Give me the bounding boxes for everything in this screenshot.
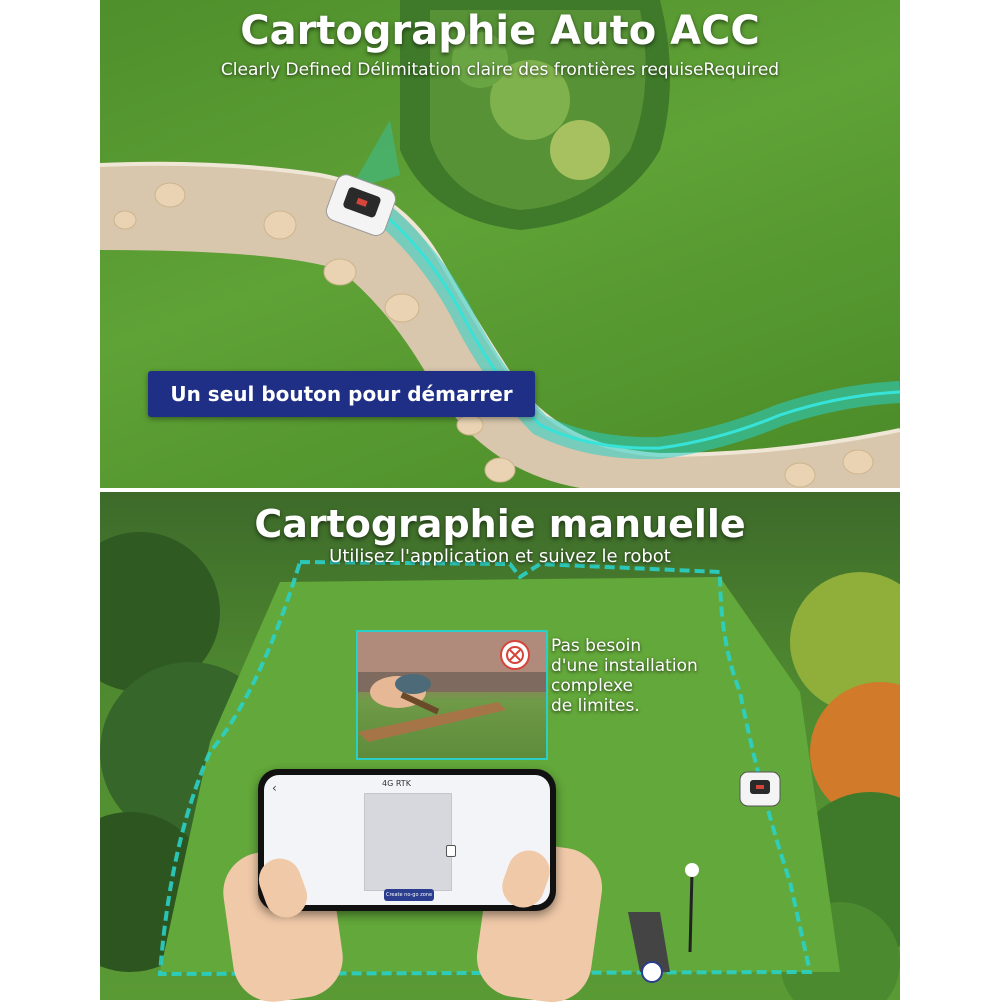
note-line: Pas besoin bbox=[551, 636, 642, 656]
auto-mapping-subtitle: Clearly Defined Délimitation claire des frontières requiseRequired bbox=[220, 60, 780, 80]
no-installation-note bbox=[551, 636, 698, 716]
note-line: complexe bbox=[551, 676, 633, 696]
auto-mapping-title: Cartographie Auto ACC bbox=[240, 8, 760, 54]
robot-position-icon bbox=[446, 845, 456, 857]
note-line: d'une installation bbox=[551, 656, 698, 676]
note-line: de limites. bbox=[551, 696, 640, 716]
one-button-start-label: Un seul bouton pour démarrer bbox=[148, 371, 535, 417]
manual-mapping-title: Cartographie manuelle bbox=[254, 502, 746, 546]
chevron-left-icon[interactable]: ‹ bbox=[272, 781, 277, 795]
lawn-map[interactable] bbox=[364, 793, 452, 891]
manual-mapping-subtitle: Utilisez l'application et suivez le robot bbox=[329, 546, 671, 567]
status-bar: 4G RTK bbox=[382, 779, 411, 788]
create-no-go-zone-button[interactable]: Create no-go zone bbox=[384, 889, 434, 901]
not-allowed-icon bbox=[500, 640, 530, 670]
